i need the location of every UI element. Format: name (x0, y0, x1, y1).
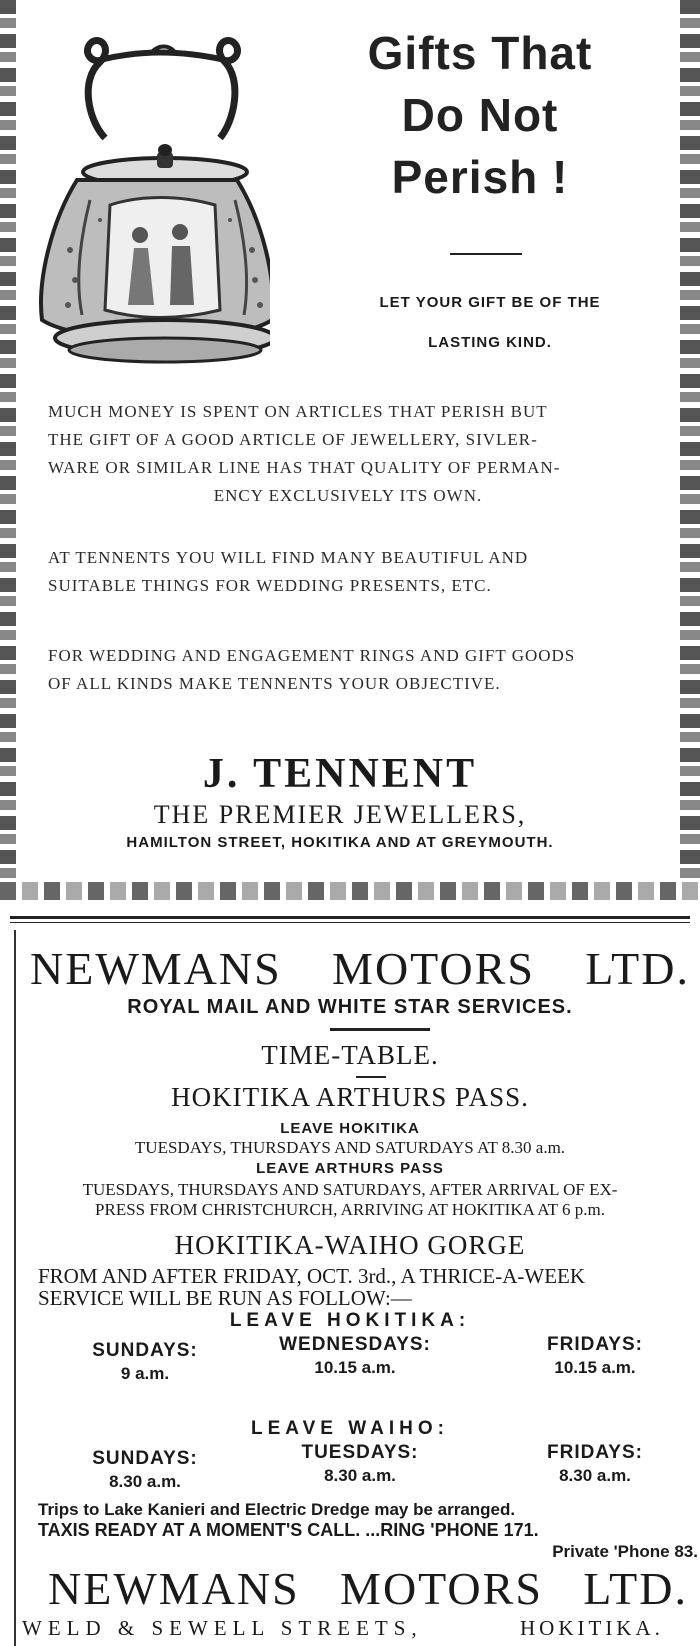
route1-return-label: LEAVE ARTHURS PASS (256, 1160, 444, 1177)
day-label: FRIDAYS: (547, 1442, 643, 1463)
leave-hokitika-label: LEAVE HOKITIKA: (229, 1310, 471, 1331)
hokitika-friday (520, 1334, 670, 1378)
business-subtitle: THE PREMIER JEWELLERS, (153, 800, 527, 829)
timetable-heading: TIME-TABLE. (261, 1040, 439, 1070)
time-label: 8.30 a.m. (324, 1466, 396, 1485)
divider (450, 253, 522, 255)
trips-line: Trips to Lake Kanieri and Electric Dredge may be arranged. (38, 1500, 516, 1519)
company-title: NEWMANS MOTORS LTD. (30, 943, 690, 994)
day-label: TUESDAYS: (301, 1442, 419, 1463)
route1-return-line-1: TUESDAYS, THURSDAYS AND SATURDAYS, AFTER ARRIVAL OF EX- (82, 1180, 618, 1199)
route1-heading: HOKITIKA ARTHURS PASS. (171, 1082, 529, 1112)
day-label: WEDNESDAYS: (279, 1334, 431, 1355)
services-line: ROYAL MAIL AND WHITE STAR SERVICES. (127, 996, 573, 1018)
divider (330, 1028, 430, 1031)
business-name: J. TENNENT (202, 751, 478, 797)
tagline-line-1: LET YOUR GIFT BE OF THE (379, 294, 601, 311)
paragraph-3 (48, 642, 648, 698)
footer-address-town: HOKITIKA. (520, 1616, 664, 1640)
paragraph-3-line-1: FOR WEDDING AND ENGAGEMENT RINGS AND GIFT GOODS (48, 646, 576, 665)
day-label: SUNDAYS: (92, 1448, 198, 1469)
decorative-border-bottom (0, 882, 700, 900)
paragraph-2 (48, 544, 648, 600)
time-label: 9 a.m. (120, 1364, 170, 1383)
route2-intro-line-2: SERVICE WILL BE RUN AS FOLLOW:— (38, 1286, 412, 1310)
headline (290, 22, 670, 208)
footer-address-street: WELD & SEWELL STREETS, (22, 1616, 423, 1640)
paragraph-1-line-1: MUCH MONEY IS SPENT ON ARTICLES THAT PERISH BUT (48, 402, 548, 421)
headline-line-1: Gifts That (367, 27, 593, 79)
paragraph-1-line-2: THE GIFT OF A GOOD ARTICLE OF JEWELLERY, SIVLER- (48, 430, 538, 449)
paragraph-1-line-4: ENCY EXCLUSIVELY ITS OWN. (213, 486, 483, 505)
business-address: HAMILTON STREET, HOKITIKA AND AT GREYMOUTH. (126, 834, 554, 851)
private-phone-line: Private 'Phone 83. (552, 1542, 698, 1561)
waiho-tuesday (285, 1442, 435, 1486)
tagline-line-2: LASTING KIND. (428, 334, 552, 351)
time-label: 10.15 a.m. (314, 1358, 396, 1377)
footer-company-name: NEWMANS MOTORS LTD. (48, 1563, 688, 1614)
route2-heading: HOKITIKA-WAIHO GORGE (174, 1230, 526, 1260)
paragraph-3-line-2: OF ALL KINDS MAKE TENNENTS YOUR OBJECTIVE. (48, 674, 501, 693)
newmans-advertisement (0, 930, 700, 1646)
route1-leave-label: LEAVE HOKITIKA (280, 1120, 420, 1137)
time-label: 8.30 a.m. (109, 1472, 181, 1491)
paragraph-2-line-1: AT TENNENTS YOU WILL FIND MANY BEAUTIFUL AND (48, 548, 529, 567)
paragraph-1 (48, 398, 648, 510)
headline-line-3: Perish ! (391, 151, 569, 203)
time-label: 10.15 a.m. (554, 1358, 636, 1377)
biscuit-barrel-illustration (30, 20, 270, 380)
day-label: SUNDAYS: (92, 1340, 198, 1361)
route1-leave-days: TUESDAYS, THURSDAYS AND SATURDAYS AT 8.30 a.m. (134, 1138, 566, 1157)
route1-return-line-2: PRESS FROM CHRISTCHURCH, ARRIVING AT HOKITIKA AT 6 p.m. (95, 1200, 605, 1219)
headline-line-2: Do Not (401, 89, 559, 141)
waiho-sunday (70, 1448, 220, 1492)
hokitika-wednesday (265, 1334, 445, 1378)
paragraph-2-line-2: SUITABLE THINGS FOR WEDDING PRESENTS, ETC. (48, 576, 492, 595)
taxis-line: TAXIS READY AT A MOMENT'S CALL. ...RING 'PHONE 171. (38, 1520, 539, 1540)
decorative-border-right (680, 0, 700, 900)
leave-waiho-label: LEAVE WAIHO: (251, 1418, 449, 1439)
divider (356, 1076, 386, 1078)
paragraph-1-line-3: WARE OR SIMILAR LINE HAS THAT QUALITY OF PERMAN- (48, 458, 561, 477)
waiho-friday (520, 1442, 670, 1486)
section-divider-bottom (10, 922, 690, 923)
route2-intro-line-1: FROM AND AFTER FRIDAY, OCT. 3rd., A THRICE-A-WEEK (38, 1264, 586, 1288)
time-label: 8.30 a.m. (559, 1466, 631, 1485)
hokitika-sunday (70, 1340, 220, 1384)
section-divider-top (10, 916, 690, 919)
day-label: FRIDAYS: (547, 1334, 643, 1355)
